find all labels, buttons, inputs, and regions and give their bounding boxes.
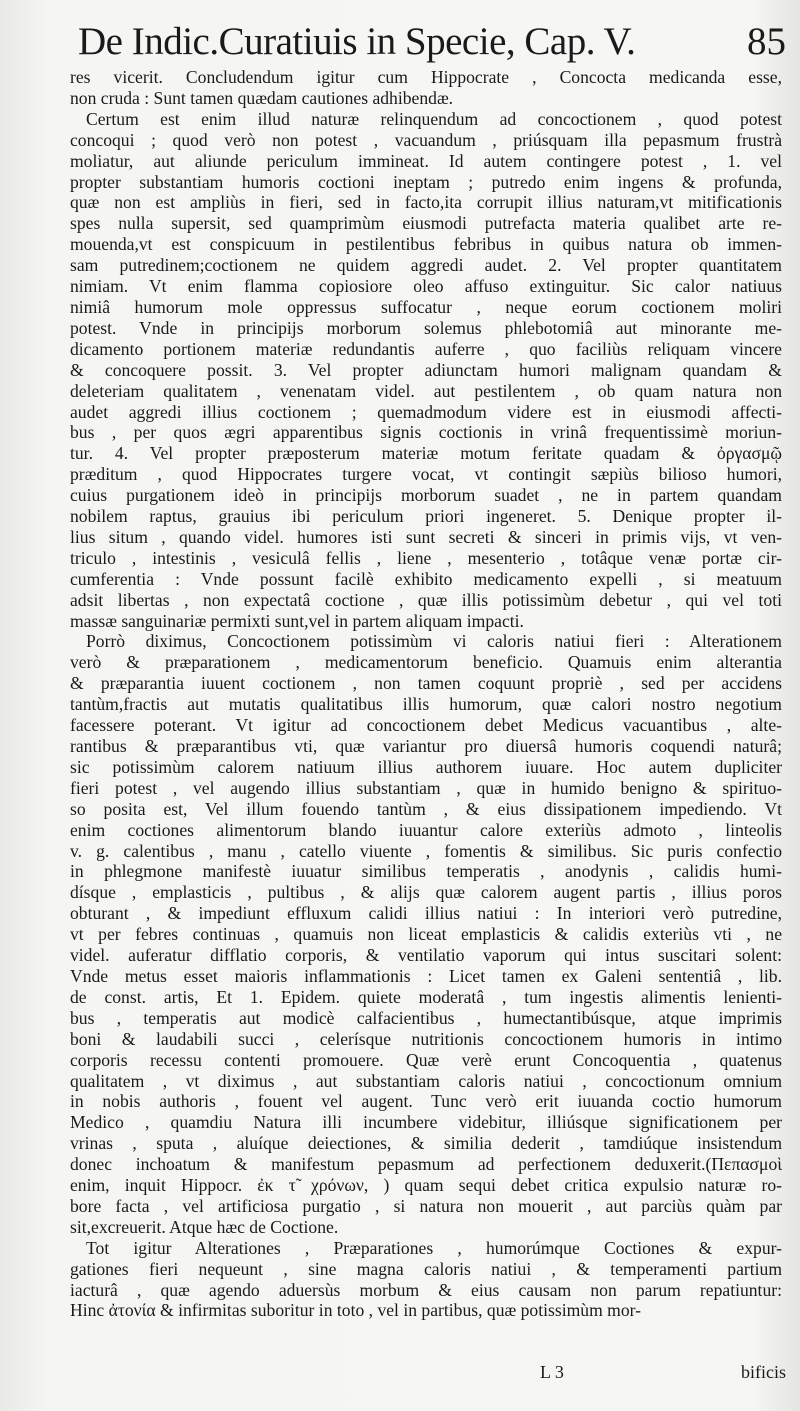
text-line: sam putredinem;coctionem ne quidem aggredi audet. 2. Vel propter quantitatem xyxy=(70,255,782,276)
text-line: cuius purgationem ideò in principijs morborum suadet , ne in partem quandam xyxy=(70,485,782,506)
text-line: triculo , intestinis , vesiculâ fellis , liene , mesenterio , totâque venæ portæ cir- xyxy=(70,547,782,568)
text-line: vt per febres continuas , quamuis non liceat emplasticis & calidis exteriùs vti , ne xyxy=(70,924,782,945)
text-line: præditum , quod Hippocrates turgere vocat, vt contingit sæpiùs bilioso humori, xyxy=(70,464,782,485)
text-line: enim, inquit Hippocr. ἐκ τ̃ χρόνων, ) quam sequi debet critica expulsio naturæ ro- xyxy=(70,1175,782,1196)
text-line: non cruda : Sunt tamen quædam cautiones adhibendæ. xyxy=(70,87,454,108)
text-line: videl. auferatur difflatio corporis, & ventilatio vaporum qui intus suscitari solent: xyxy=(70,945,782,966)
text-line: moliatur, aut aliunde periculum immineat. Id autem contingere potest , 1. vel xyxy=(70,150,782,171)
text-line: corporis recessu contenti promouere. Quæ verè erunt Concoquentia , quatenus xyxy=(70,1049,782,1070)
text-lines xyxy=(70,67,782,1321)
text-line: Porrò diximus, Concoctionem potissimùm vi caloris natiui fieri : Alterationem xyxy=(86,631,782,652)
text-line: potest. Vnde in principijs morborum solemus phlebotomiâ aut minorante me- xyxy=(70,317,782,338)
text-line: & concoquere possit. 3. Vel propter adiunctam humori malignam quandam & xyxy=(70,359,782,380)
text-line: tur. 4. Vel propter præposterum materiæ motum feritate quadam & ὀργασμῷ xyxy=(70,443,782,464)
text-line: in nobis authoris , fouent vel augent. Tunc verò erit iuuanda coctio humorum xyxy=(70,1091,782,1112)
text-line: nimiam. Vt enim flamma copiosiore oleo affuso extinguitur. Sic calor natiuus xyxy=(70,276,782,297)
text-line: bore facta , vel artificiosa purgatio , si natura non mouerit , aut parciùs quàm par xyxy=(70,1195,782,1216)
text-line: iacturâ , quæ agendo aduersùs morbum & eius causam non parum repatiuntur: xyxy=(70,1279,782,1300)
signature-mark: L 3 xyxy=(540,1362,564,1382)
text-line: adsit libertas , non expectatâ coctione , quæ illis potissimùm debetur , qui vel toti xyxy=(70,589,782,610)
page-header xyxy=(78,12,786,68)
text-line: bus , per quos ægri apparentibus signis coctionis in vrinâ frequentissimè moriun- xyxy=(70,422,782,443)
text-line: facessere poterant. Vt igitur ad concoctionem debet Medicus vacuantibus , alte- xyxy=(70,715,782,736)
text-line: rantibus & præparantibus vti, quæ variantur pro diuersâ humoris coquendi naturâ; xyxy=(70,736,782,756)
text-line: donec inchoatum & manifestum pepasmum ad perfectionem deduxerit.(Πεπασμοὶ xyxy=(70,1154,782,1175)
text-line: fieri potest , vel augendo illius substantiam , quæ in humido benigno & spirituo- xyxy=(70,777,782,798)
text-line: vrinas , sputa , aluíque deiectiones, & similia dederit , tamdiúque insistendum xyxy=(70,1133,782,1154)
text-line: sic potissimùm calorem natiuum illius authorem iuuare. Hoc autem dupliciter xyxy=(70,756,782,777)
text-line: & præparantia iuuent coctionem , non tamen coquunt propriè , sed per accidens xyxy=(70,673,782,694)
text-line: tantùm,fractis aut mutatis qualitatibus illis humorum, quæ calori nostro negotium xyxy=(70,694,782,715)
text-line: Vnde metus esset maioris inflammationis : Licet tamen ex Galeni sententiâ , lib. xyxy=(70,965,782,986)
text-line: gationes fieri nequeunt , sine magna caloris natiui , & temperamenti partium xyxy=(70,1258,782,1279)
text-line: in phlegmone manifestè iuuatur similibus temperatis , anodynis , calidis humi- xyxy=(70,861,782,882)
text-line: quæ non est ampliùs in fieri, sed in facto,ita corrupit illius naturam,vt mitificationis xyxy=(70,192,782,213)
text-line: de const. artis, Et 1. Epidem. quiete moderatâ , tum ingestis alimentis lenienti- xyxy=(70,986,782,1007)
text-line: so posita est, Vel illum fouendo tantùm , & eius dissipationem impediendo. Vt xyxy=(70,798,782,819)
text-line: boni & laudabili succi , celerísque nutritionis concoctionem humoris in intimo xyxy=(70,1028,782,1049)
page-number: 85 xyxy=(747,20,786,63)
body-text xyxy=(70,67,782,1321)
catchword: bificis xyxy=(741,1362,786,1382)
text-line: mouenda,vt est conspicuum in pestilentibus febribus in quibus natura ob immen- xyxy=(70,234,782,255)
text-line: deleteriam qualitatem , venenatam videl. aut pestilentem , ob quam natura non xyxy=(70,380,782,401)
text-line: cumferentia : Vnde possunt facilè exhibito medicamento expelli , si meatuum xyxy=(70,568,782,589)
text-line: dicamento portionem materiæ redundantis auferre , quo faciliùs reliquam vincere xyxy=(70,338,782,359)
text-line: qualitatem , vt diximus , aut substantiam caloris natiui , concoctionum omnium xyxy=(70,1070,782,1091)
text-line: dísque , emplasticis , pultibus , & alijs quæ calorem augent partis , illius poros xyxy=(70,882,782,903)
text-line: obturant , & impediunt effluxum calidi illius natiui : In interiori verò putredine, xyxy=(70,903,782,924)
text-line: res vicerit. Concludendum igitur cum Hippocrate , Concocta medicanda esse, xyxy=(70,67,782,87)
page-footer xyxy=(70,1362,786,1388)
text-line: concoqui ; quod verò non potest , vacuandum , priúsquam illa pepasmum frustrà xyxy=(70,129,782,150)
text-line: nobilem raptus, grauius ibi periculum priori ingeneret. 5. Denique propter il- xyxy=(70,506,782,527)
text-line: sit,excreuerit. Atque hæc de Coctione. xyxy=(70,1216,339,1237)
text-line: Medico , quamdiu Natura illi incumbere videbitur, illiúsque significationem per xyxy=(70,1112,782,1133)
text-line: audet aggredi illius coctionem ; quemadmodum videre est in eiusmodi affecti- xyxy=(70,401,782,422)
text-line: lius situm , quando videl. humores isti sunt secreti & sinceri in primis vijs, vt ven- xyxy=(70,526,782,547)
text-line: verò & præparationem , medicamentorum beneficio. Quamuis enim alterantia xyxy=(70,652,782,673)
text-line: v. g. calentibus , manu , catello viuente , fomentis & similibus. Sic puris confectio xyxy=(70,840,782,861)
text-line: nimiâ humorum mole oppressus suffocatur , neque eorum coctionem moliri xyxy=(70,296,782,317)
text-line: Certum est enim illud naturæ relinquendum ad concoctionem , quod potest xyxy=(86,108,782,129)
text-line: Tot igitur Alterationes , Præparationes , humorúmque Coctiones & expur- xyxy=(86,1237,782,1258)
running-head: De Indic.Curatiuis in Specie, Cap. V. xyxy=(78,20,636,63)
text-line: Hinc ἀτονία & infirmitas suboritur in toto , vel in partibus, quæ potissimùm mor- xyxy=(70,1300,641,1321)
text-line: bus , temperatis aut modicè calfacientibus , humectantibúsque, atque imprimis xyxy=(70,1007,782,1028)
text-line: propter substantiam humoris coctioni ineptam ; putredo enim ingens & profunda, xyxy=(70,171,782,192)
text-line: enim coctiones alimentorum blando iuuantur calore exteriùs admoto , linteolis xyxy=(70,819,782,840)
text-line: spes nulla supersit, sed quamprimùm eiusmodi putrefacta materia qualibet arte re- xyxy=(70,213,782,234)
text-line: massæ sanguinariæ permixti sunt,vel in partem aliquam impacti. xyxy=(70,610,524,631)
